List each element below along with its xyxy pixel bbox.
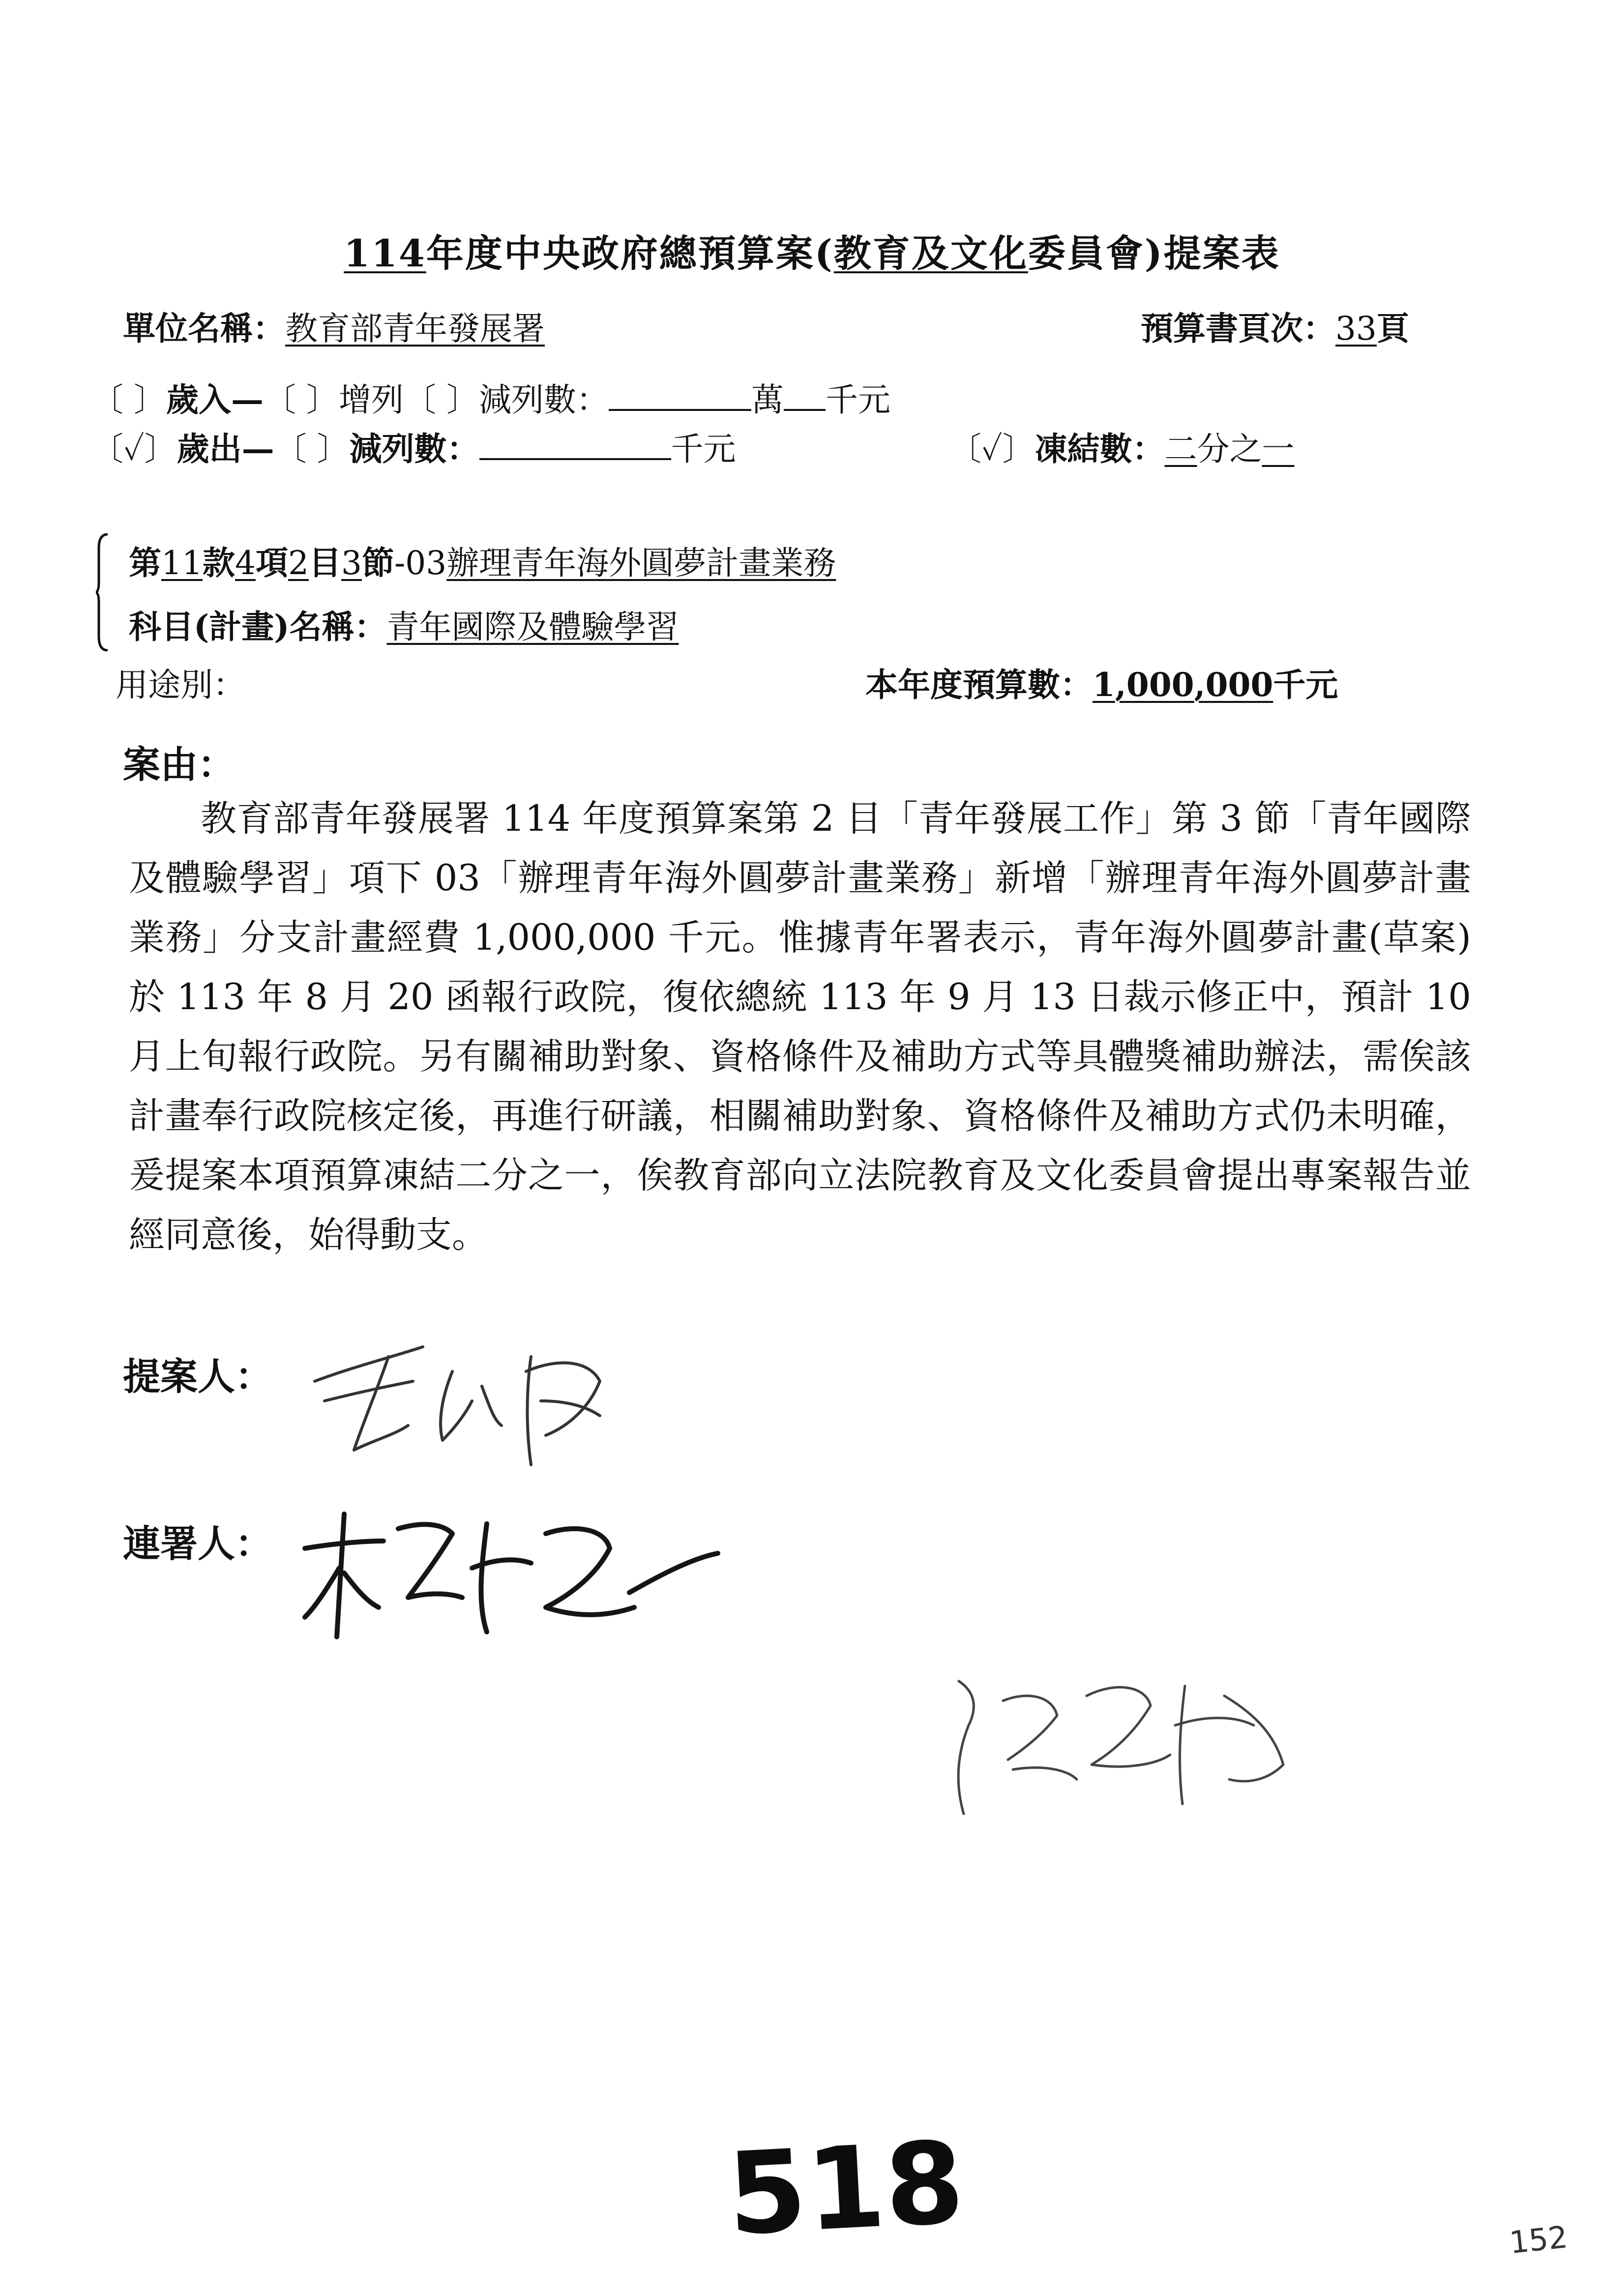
kuan-label: 第	[129, 544, 161, 582]
unit-value: 教育部青年發展署	[285, 310, 545, 348]
subject-value: 青年國際及體驗學習	[386, 608, 679, 646]
cosigner-signature-2-image	[929, 1652, 1313, 1838]
jie-suffix: 節	[361, 544, 394, 582]
cosigner-label: 連署人：	[123, 1522, 272, 1566]
expenditure-line	[91, 423, 736, 469]
annual-budget-unit: 千元	[1273, 666, 1338, 704]
title-year: 114	[344, 232, 426, 275]
revenue-decrease-label: 減列數：	[478, 381, 609, 419]
title-text-a: 年度中央政府總預算案(	[426, 232, 834, 275]
reason-heading: 案由：	[123, 743, 235, 786]
revenue-label: 歲入—	[166, 380, 264, 419]
revenue-checkbox: 〔 〕	[91, 381, 166, 419]
item-code: -03	[394, 544, 447, 582]
annual-budget-label: 本年度預算數：	[865, 666, 1093, 704]
budget-page-label: 預算書頁次：	[1141, 309, 1335, 348]
jie-value: 3	[341, 544, 362, 582]
annual-budget-value: 1,000,000	[1093, 666, 1273, 704]
freeze-checkbox: 〔✓〕	[949, 430, 1035, 468]
budget-page-suffix: 頁	[1376, 309, 1409, 348]
annual-budget-line	[865, 659, 1338, 705]
title-committee: 教育及文化	[833, 232, 1028, 275]
xiang-label: 款	[202, 544, 235, 582]
purpose-line	[116, 659, 245, 705]
freeze-denominator: 一	[1262, 430, 1295, 468]
item-name: 辦理青年海外圓夢計畫業務	[446, 544, 836, 582]
increase-label: 增列	[338, 381, 404, 419]
kuan-value: 11	[161, 544, 203, 582]
purpose-label: 用途別：	[116, 666, 245, 704]
expenditure-label: 歲出—	[177, 430, 274, 468]
budget-page-row	[1141, 302, 1409, 349]
freeze-fraction-text: 分之	[1197, 430, 1262, 468]
revenue-amount-blank	[609, 408, 751, 411]
subject-line	[129, 601, 679, 647]
expenditure-decrease-label: 減列數：	[349, 430, 479, 468]
subject-label: 科目(計畫)名稱：	[129, 608, 387, 646]
expenditure-amount-blank	[479, 457, 671, 460]
freeze-numerator: 二	[1164, 430, 1197, 468]
page-title	[0, 224, 1624, 277]
item-line	[129, 537, 836, 583]
cosigner-signature-1-image	[290, 1494, 733, 1652]
unit-name-row	[123, 302, 545, 349]
expenditure-checkbox: 〔✓〕	[91, 430, 177, 468]
reason-body	[129, 789, 1471, 1265]
revenue-unit-wan: 萬	[751, 381, 784, 419]
reason-paragraph: 教育部青年發展署 114 年度預算案第 2 目「青年發展工作」第 3 節「青年國際及體驗學習」項下 03「辦理青年海外圓夢計畫業務」新增「辦理青年海外圓夢計畫業務」分支計畫經費 1,000,000 千元。惟據青年署表示，青年海外圓夢計畫(草案)於 113 年 8 月 20 函報行政院，復依總統 113 年 9 月 13 日裁示修正中，預計 10 月上旬報行政院。另有關補助對象、資格條件及補助方式等具體獎補助辦法，需俟該計畫奉行政院核定後，再進行研議，相關補助對象、資格條件及補助方式仍未明確，爰提案本項預算凍結二分之一，俟教育部向立法院教育及文化委員會提出專案報告並經同意後，始得動支。	[129, 798, 1471, 1256]
title-text-b: 委員會)提案表	[1028, 232, 1280, 275]
budget-page-value: 33	[1335, 310, 1377, 348]
freeze-label: 凍結數：	[1034, 430, 1165, 468]
handwritten-page-mark: 518	[724, 2117, 967, 2261]
freeze-group	[949, 423, 1295, 469]
handwritten-small-mark: 152	[1507, 2219, 1569, 2261]
proposer-label: 提案人：	[123, 1355, 272, 1398]
mu-value: 2	[288, 544, 309, 582]
decrease-checkbox: 〔 〕	[403, 381, 479, 419]
jie-label: 目	[308, 544, 341, 582]
revenue-unit-qian: 千元	[825, 381, 890, 419]
unit-label: 單位名稱：	[123, 309, 285, 348]
increase-checkbox: 〔 〕	[263, 381, 339, 419]
expenditure-unit-qian: 千元	[671, 430, 736, 468]
xiang-value: 4	[235, 544, 256, 582]
brace-bracket	[96, 533, 109, 651]
revenue-thousand-blank	[784, 408, 826, 411]
mu-label: 項	[255, 544, 288, 582]
expenditure-decrease-checkbox: 〔 〕	[274, 430, 350, 468]
revenue-line	[91, 374, 890, 420]
proposer-signature-image	[295, 1327, 629, 1475]
